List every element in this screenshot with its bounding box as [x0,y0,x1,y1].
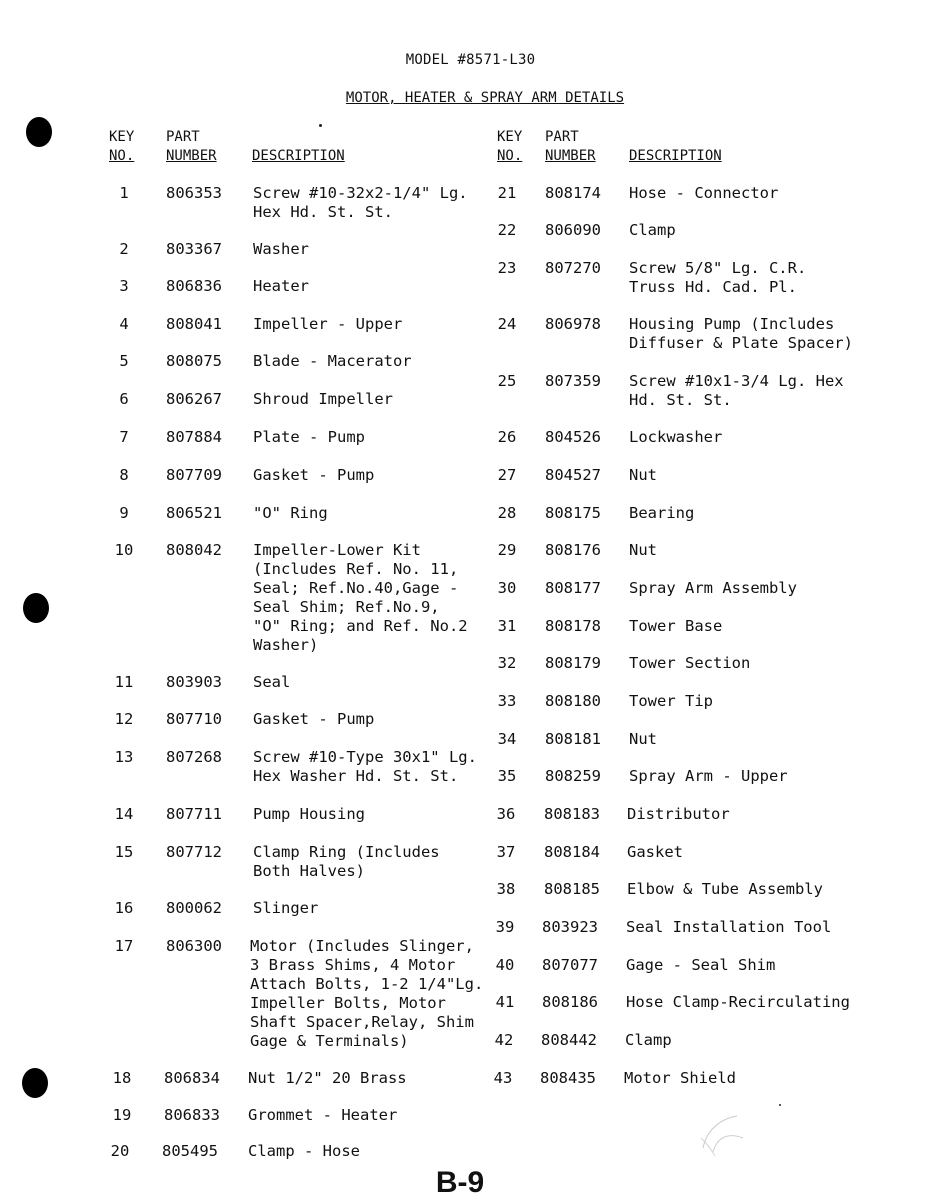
part-description: Pump Housing [253,805,365,823]
key-number: 1 [119,184,129,202]
scan-smudge [693,1108,753,1158]
part-description: Screw 5/8" Lg. C.R. Truss Hd. Cad. Pl. [629,259,807,296]
key-number: 36 [496,805,516,823]
key-number: 4 [119,315,129,333]
part-number: 806267 [166,390,222,408]
key-number: 30 [497,579,517,597]
part-description: Screw #10-32x2-1/4" Lg. Hex Hd. St. St. [253,184,468,221]
part-description: Tower Tip [629,692,713,710]
part-description: Gage - Seal Shim [626,956,776,974]
speck-mark [319,124,322,127]
part-number: 804526 [545,428,601,446]
key-no-header: KEY NO. [109,129,135,164]
part-description: Spray Arm - Upper [629,767,788,785]
part-description: Motor Shield [624,1069,736,1087]
part-number-header: PART NUMBER [545,129,596,164]
key-number: 16 [114,899,134,917]
part-number: 808174 [545,184,601,202]
key-number: 18 [112,1069,132,1087]
part-number: 807709 [166,466,222,484]
part-description: Housing Pump (Includes Diffuser & Plate Spacer) [629,315,853,352]
key-number: 39 [495,918,515,936]
part-description: Clamp - Hose [248,1142,360,1160]
description-header: DESCRIPTION [252,148,345,164]
part-description: Hose Clamp-Recirculating [626,993,850,1011]
part-number: 807884 [166,428,222,446]
key-number: 37 [496,843,516,861]
page-number: B-9 [435,1166,485,1199]
model-title: MODEL #8571-L30 [405,52,536,68]
part-number-header: PART NUMBER [166,129,217,164]
description-header: DESCRIPTION [629,148,722,164]
key-number: 41 [495,993,515,1011]
binder-hole-bottom [22,1068,48,1098]
key-number: 5 [119,352,129,370]
binder-hole-middle [23,593,49,623]
key-number: 38 [496,880,516,898]
key-number: 25 [497,372,517,390]
part-description: Clamp [629,221,676,239]
part-description: Washer [253,240,309,258]
key-number: 26 [497,428,517,446]
key-number: 2 [119,240,129,258]
part-number: 807268 [166,748,222,766]
part-number: 808183 [544,805,600,823]
part-description: Blade - Macerator [253,352,412,370]
part-description: Plate - Pump [253,428,365,446]
part-description: Screw #10x1-3/4 Lg. Hex Hd. St. St. [629,372,844,409]
key-number: 33 [497,692,517,710]
key-number: 19 [112,1106,132,1124]
part-description: Screw #10-Type 30x1" Lg. Hex Washer Hd. St. St. [253,748,477,785]
part-description: Nut 1/2" 20 Brass [248,1069,407,1087]
part-description: Slinger [253,899,319,917]
part-description: Distributor [627,805,730,823]
part-number: 806836 [166,277,222,295]
part-number: 808042 [166,541,222,559]
part-number: 806090 [545,221,601,239]
key-number: 40 [495,956,515,974]
part-number: 808041 [166,315,222,333]
part-description: "O" Ring [253,504,328,522]
key-number: 6 [119,390,129,408]
part-description: Clamp [625,1031,672,1049]
key-number: 13 [114,748,134,766]
key-number: 32 [497,654,517,672]
part-number: 808075 [166,352,222,370]
key-number: 15 [114,843,134,861]
part-number: 803903 [166,673,222,691]
part-number: 803923 [542,918,598,936]
part-description: Nut [629,466,657,484]
key-number: 43 [493,1069,513,1087]
part-description: Hose - Connector [629,184,779,202]
part-description: Heater [253,277,309,295]
key-no-header: KEY NO. [497,129,523,164]
part-number: 808435 [540,1069,596,1087]
binder-hole-top [26,117,52,147]
part-number: 808180 [545,692,601,710]
part-number: 808259 [545,767,601,785]
part-number: 808178 [545,617,601,635]
part-number: 808442 [541,1031,597,1049]
part-description: Clamp Ring (Includes Both Halves) [253,843,440,880]
part-number: 800062 [166,899,222,917]
part-description: Impeller-Lower Kit (Includes Ref. No. 11, Seal; Ref.No.40,Gage - Seal Shim; Ref.No.9, "O" Ring; and Ref. No.2 Washer) [253,541,468,654]
part-description: Nut [629,730,657,748]
part-description: Gasket [627,843,683,861]
part-description: Nut [629,541,657,559]
key-number: 7 [119,428,129,446]
part-description: Seal Installation Tool [626,918,832,936]
part-number: 807270 [545,259,601,277]
key-number: 21 [497,184,517,202]
part-number: 808181 [545,730,601,748]
key-number: 11 [114,673,134,691]
key-number: 10 [114,541,134,559]
section-title: MOTOR, HEATER & SPRAY ARM DETAILS [345,90,625,106]
part-description: Gasket - Pump [253,710,375,728]
key-number: 31 [497,617,517,635]
part-number: 807077 [542,956,598,974]
part-number: 808175 [545,504,601,522]
key-number: 27 [497,466,517,484]
key-number: 3 [119,277,129,295]
part-number: 807711 [166,805,222,823]
part-description: Elbow & Tube Assembly [627,880,823,898]
key-number: 23 [497,259,517,277]
part-number: 805495 [162,1142,218,1160]
part-number: 806834 [164,1069,220,1087]
speck-mark [779,1104,781,1106]
part-number: 807710 [166,710,222,728]
key-number: 28 [497,504,517,522]
key-number: 12 [114,710,134,728]
part-number: 807712 [166,843,222,861]
key-number: 29 [497,541,517,559]
part-number: 806353 [166,184,222,202]
part-description: Grommet - Heater [248,1106,398,1124]
part-number: 808186 [542,993,598,1011]
key-number: 24 [497,315,517,333]
part-number: 808179 [545,654,601,672]
part-number: 808185 [544,880,600,898]
key-number: 20 [110,1142,130,1160]
part-number: 806521 [166,504,222,522]
key-number: 9 [119,504,129,522]
part-description: Impeller - Upper [253,315,403,333]
key-number: 35 [497,767,517,785]
part-number: 806833 [164,1106,220,1124]
part-number: 808184 [544,843,600,861]
part-description: Tower Section [629,654,751,672]
part-description: Shroud Impeller [253,390,393,408]
part-number: 808176 [545,541,601,559]
part-number: 806978 [545,315,601,333]
part-number: 803367 [166,240,222,258]
part-number: 804527 [545,466,601,484]
part-description: Seal [253,673,291,691]
part-description: Tower Base [629,617,723,635]
part-description: Gasket - Pump [253,466,375,484]
part-description: Lockwasher [629,428,723,446]
part-number: 808177 [545,579,601,597]
part-description: Bearing [629,504,695,522]
key-number: 17 [114,937,134,955]
part-number: 807359 [545,372,601,390]
key-number: 14 [114,805,134,823]
part-number: 806300 [166,937,222,955]
key-number: 22 [497,221,517,239]
key-number: 8 [119,466,129,484]
key-number: 42 [494,1031,514,1049]
key-number: 34 [497,730,517,748]
part-description: Spray Arm Assembly [629,579,797,597]
part-description: Motor (Includes Slinger, 3 Brass Shims, 4 Motor Attach Bolts, 1-2 1/4"Lg. Impeller Bolts, Motor Shaft Spacer,Relay, Shim Gage & Terminals) [250,937,484,1050]
